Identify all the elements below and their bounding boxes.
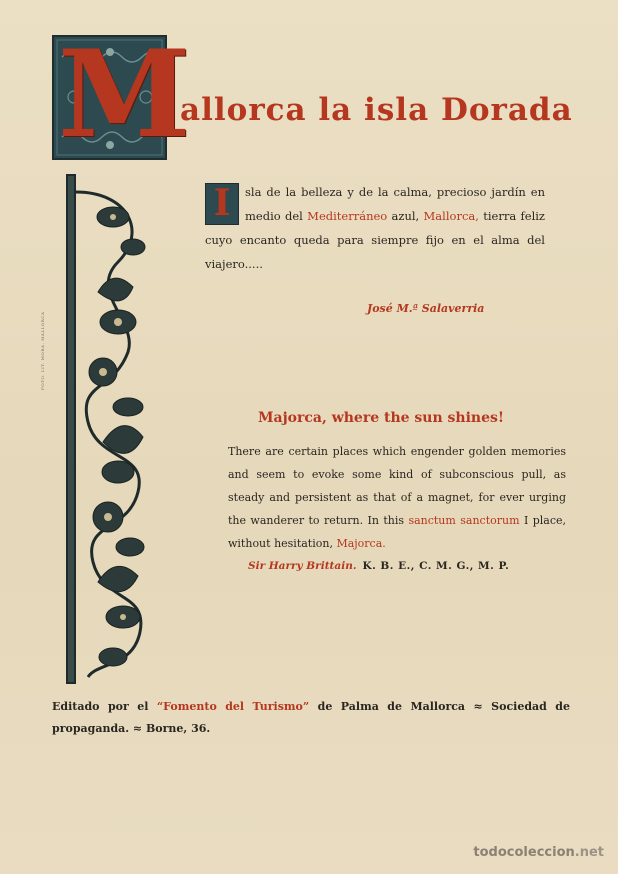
- footer-highlight-fomento: “Fomento del Turismo”: [156, 700, 310, 713]
- printer-credit: FOTO. LIT. MORA. MALLORCA: [40, 311, 45, 390]
- english-quote: [228, 440, 566, 555]
- watermark-brand: todocoleccion: [473, 845, 575, 860]
- quote1-text-a: sla de la belleza y de la calma, precioso jardín en medio del: [245, 185, 545, 223]
- quote1-author: José M.ª Salaverria: [367, 302, 485, 315]
- english-heading: Majorca, where the sun shines!: [258, 410, 505, 426]
- footer-text-b: de Palma de Mallorca ≈ Sociedad de propaganda. ≈ Borne, 36.: [52, 700, 570, 735]
- watermark-suffix: .net: [574, 845, 604, 860]
- quote-initial: I: [213, 182, 231, 224]
- quote1-text-c: tierra feliz cuyo encanto queda para siempre fijo en el alma del viajero.....: [205, 209, 545, 271]
- footer-text-a: Editado por el: [52, 700, 157, 713]
- quote2-highlight-majorca: Majorca.: [336, 537, 386, 550]
- quote2-text-a: There are certain places which engender golden memories and seem to evoke some kind of subconscious pull, as steady and persistent as that of a magnet, for ever urging the wanderer to return. In this: [228, 445, 566, 527]
- page-title: allorca la isla Dorada: [180, 92, 573, 128]
- illuminated-initial-i: [205, 183, 239, 225]
- publisher-footer: [52, 696, 570, 740]
- watermark: [473, 845, 604, 860]
- illuminated-initial-m: [52, 24, 191, 165]
- quote2-author-honours: K. B. E., C. M. G., M. P.: [362, 560, 510, 572]
- title-initial: M: [58, 24, 191, 165]
- quote1-highlight-mallorca: Mallorca,: [423, 209, 479, 223]
- quote1-text-b: azul,: [387, 209, 424, 223]
- quote2-highlight-sanctum: sanctum sanctorum: [408, 514, 520, 527]
- spanish-quote: [205, 180, 545, 276]
- quote1-highlight-mediterraneo: Mediterráneo: [307, 209, 388, 223]
- quote2-author-name: Sir Harry Brittain.: [248, 560, 357, 572]
- quote2-author: [248, 560, 509, 572]
- quote2-text-b: I place, without hesitation,: [228, 514, 566, 550]
- floral-vine-border-icon: [58, 172, 160, 688]
